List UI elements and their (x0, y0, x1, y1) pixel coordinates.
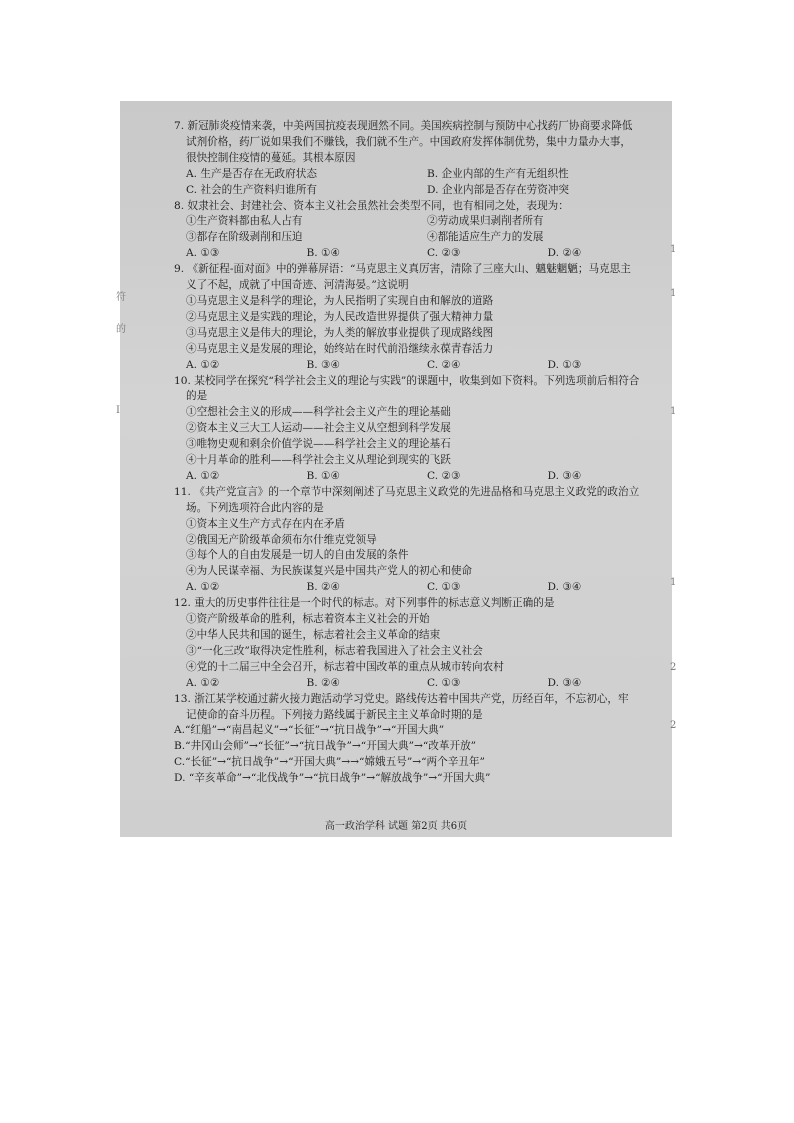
question-text-continued: 试剂价格，药厂说如果我们不赚钱，我们就不生产。中国政府发挥体制优势，集中力量办大事， (186, 135, 631, 148)
statement-4: ④十月革命的胜利——科学社会主义从理论到现实的飞跃 (186, 454, 451, 467)
margin-mark: I (116, 405, 120, 416)
option-b: B. ②④ (306, 581, 341, 594)
option-c: C. 社会的生产资料归谁所有 (186, 183, 317, 196)
option-d: D. ③④ (547, 676, 582, 689)
question-number: 12. (174, 597, 191, 610)
margin-mark: 1 (670, 288, 677, 299)
statement-3: ③都存在阶级剥削和压迫 (186, 231, 303, 244)
margin-mark: 符 (116, 292, 126, 303)
margin-mark: 1 (670, 244, 677, 255)
question-text-continued: 义了不起，成就了中国奇迹、河清海晏。”这说明 (186, 279, 409, 292)
margin-mark: 1 (670, 406, 677, 417)
question-text: 重大的历史事件往往是一个时代的标志。对下列事件的标志意义判断正确的是 (194, 597, 555, 610)
question-text-continued: 场。下列选项符合此内容的是 (186, 501, 324, 514)
question-text-continued: 很快控制住疫情的蔓延。其根本原因 (186, 151, 356, 164)
statement-3: ③唯物史观和剩余价值学说——科学社会主义的理论基石 (186, 438, 451, 451)
statement-4: ④为人民谋幸福、为民族谋复兴是中国共产党人的初心和使命 (186, 565, 473, 578)
question-7 (162, 119, 668, 199)
option-a: A. ①③ (186, 247, 220, 260)
question-text: 浙江某学校通过薪火接力跑活动学习党史。路线传达着中国共产党，历经百年，不忘初心，牢 (194, 692, 629, 705)
statement-2: ②马克思主义是实践的理论，为人民改造世界提供了强大精神力量 (186, 310, 494, 323)
statement-3: ③“一化三改”取得决定性胜利，标志着我国进入了社会主义社会 (186, 644, 483, 657)
option-c: C. ②④ (427, 358, 461, 371)
option-b: B. ③④ (306, 358, 341, 371)
statement-1: ①资产阶级革命的胜利，标志着资本主义社会的开始 (186, 613, 430, 626)
margin-mark: 2 (670, 720, 677, 731)
statement-1: ①空想社会主义的形成——科学社会主义产生的理论基础 (186, 406, 451, 419)
route-option-b: B.“井冈山会师”→“长征”→“抗日战争”→“开国大典”→“改革开放” (174, 740, 477, 753)
statement-3: ③马克思主义是伟大的理论，为人类的解放事业提供了现成路线图 (186, 326, 494, 339)
option-d: D. ②④ (547, 247, 582, 260)
question-12 (162, 596, 668, 691)
answer-options (186, 580, 668, 596)
option-a: A. ①② (186, 358, 220, 371)
page-footer: 高一政治学科 试题 第2页 共6页 (324, 821, 468, 832)
option-d: D. 企业内部是否存在劳资冲突 (427, 183, 569, 196)
statement-3: ③每个人的自由发展是一切人的自由发展的条件 (186, 549, 409, 562)
option-a: A. ①② (186, 469, 220, 482)
question-13 (162, 692, 668, 787)
question-text: 《新征程-面对面》中的弹幕屏语：“马克思主义真厉害，清除了三座大山、魑魅魍魉；马克思主 (187, 263, 631, 276)
option-d: D. ③④ (547, 469, 582, 482)
statement-4: ④党的十二届三中全会召开，标志着中国改革的重点从城市转向农村 (186, 660, 504, 673)
statement-2: ②劳动成果归剥削者所有 (427, 215, 544, 228)
question-stem (174, 374, 668, 390)
question-text: 奴隶社会、封建社会、资本主义社会虽然社会类型不同，也有相同之处，表现为： (187, 199, 569, 212)
question-number: 9. (174, 263, 185, 276)
answer-options (186, 676, 668, 692)
question-number: 7. (174, 120, 185, 132)
question-text: 新冠肺炎疫情来袭，中美两国抗疫表现迥然不同。美国疾病控制与预防中心找药厂协商要求降低 (187, 120, 633, 132)
option-a: A. ①② (186, 581, 220, 594)
statement-1: ①生产资料都由私人占有 (186, 215, 303, 228)
question-stem (174, 119, 668, 135)
question-number: 8. (174, 199, 185, 212)
margin-mark: 1 (670, 577, 677, 588)
option-d: D. ①③ (547, 358, 582, 371)
question-stem (174, 596, 668, 612)
question-number: 13. (174, 692, 191, 705)
question-8 (162, 199, 668, 263)
question-9 (162, 262, 668, 373)
route-option-d: D. “辛亥革命”→“北伐战争”→“抗日战争”→“解放战争”→“开国大典” (174, 772, 491, 785)
option-c: C. ①③ (427, 581, 461, 594)
route-option-a: A.“红船”→“南昌起义”→“长征”→“抗日战争”→“开国大典” (174, 724, 445, 737)
answer-options (186, 167, 668, 199)
route-option-c: C.“长征”→“抗日战争”→“开国大典”→→“嫦娥五号”→“两个辛丑年” (174, 756, 485, 769)
option-a: A. ①② (186, 676, 220, 689)
question-text-continued: 的是 (186, 390, 208, 403)
statement-4: ④都能适应生产力的发展 (427, 231, 544, 244)
question-stem (174, 199, 668, 215)
option-c: C. ②③ (427, 469, 461, 482)
margin-mark: 的 (116, 324, 126, 335)
statement-2: ②俄国无产阶级革命须布尔什维克党领导 (186, 533, 377, 546)
answer-options (186, 469, 668, 485)
option-b: B. ②④ (306, 676, 341, 689)
question-stem (174, 485, 668, 501)
exam-page-photo (120, 101, 672, 837)
option-b: B. ①④ (306, 247, 341, 260)
question-text-continued: 记使命的奋斗历程。下列接力路线属于新民主主义革命时期的是 (186, 708, 483, 721)
statement-4: ④马克思主义是发展的理论，始终站在时代前沿继续永葆青春活力 (186, 342, 494, 355)
option-b: B. ①④ (306, 469, 341, 482)
question-text: 《共产党宣言》的一个章节中深刻阐述了马克思主义政党的先进品格和马克思主义政党的政治立 (194, 485, 640, 498)
question-10 (162, 374, 668, 485)
option-c: C. ②③ (427, 247, 461, 260)
option-c: C. ①③ (427, 676, 461, 689)
answer-options (186, 358, 668, 374)
option-a: A. 生产是否存在无政府状态 (186, 167, 317, 180)
statement-1: ①资本主义生产方式存在内在矛盾 (186, 517, 345, 530)
question-number: 11. (174, 485, 191, 498)
question-stem (174, 262, 668, 278)
question-number: 10. (174, 374, 191, 387)
question-text: 某校同学在探究“科学社会主义的理论与实践”的课题中，收集到如下资料。下列选项前后相符合 (194, 374, 640, 387)
answer-options (186, 246, 668, 262)
statement-2: ②中华人民共和国的诞生，标志着社会主义革命的结束 (186, 629, 441, 641)
option-b: B. 企业内部的生产有无组织性 (427, 167, 569, 180)
statement-1: ①马克思主义是科学的理论，为人民指明了实现自由和解放的道路 (186, 294, 494, 307)
option-d: D. ③④ (547, 581, 582, 594)
question-stem (174, 692, 668, 708)
margin-mark: 2 (670, 662, 677, 673)
statements (186, 214, 668, 246)
statement-2: ②资本主义三大工人运动——社会主义从空想到科学发展 (186, 422, 451, 435)
questions-area (162, 119, 668, 787)
question-11 (162, 485, 668, 596)
